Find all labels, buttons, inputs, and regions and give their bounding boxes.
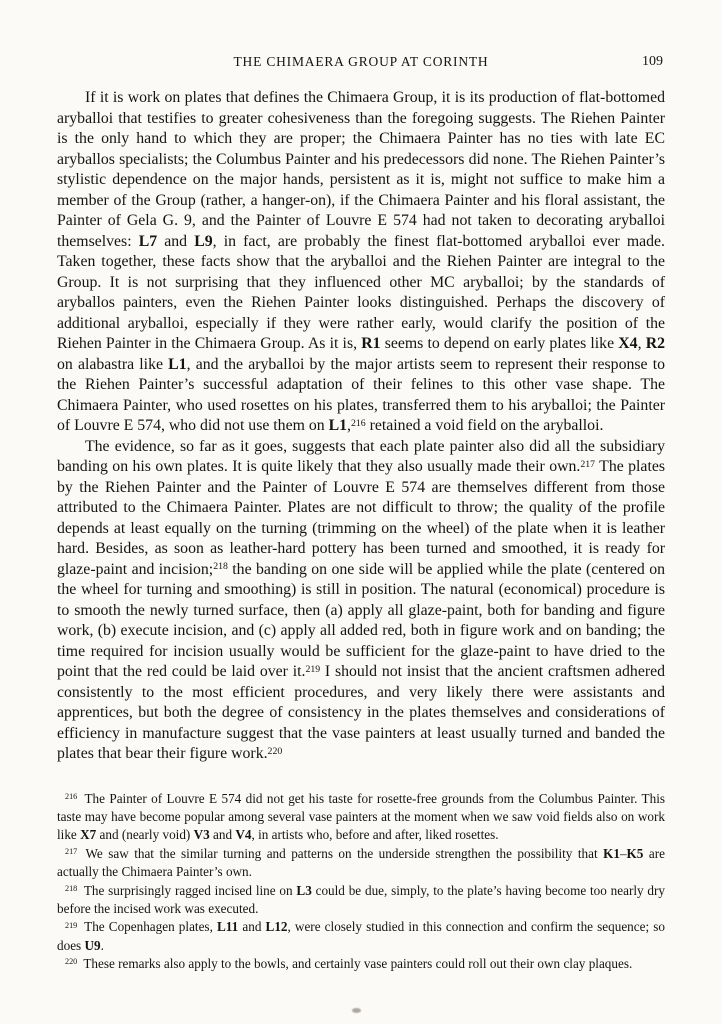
footnote: $^{216}$ The Painter of Louvre E 574 did not get his taste for rosette-free grounds from the Columbus Painter. This taste may have become popular among several vase painters at the moment when we saw void fields also on work like X7 and (nearly void) V3 and V4, in artists who, before and after, liked rosettes. bbox=[57, 790, 665, 843]
catalogue-reference: L11 bbox=[216, 919, 239, 935]
catalogue-reference: X4 bbox=[618, 335, 638, 352]
catalogue-reference: L1 bbox=[168, 355, 187, 373]
footnote-reference: 216 bbox=[350, 417, 366, 429]
catalogue-reference: L3 bbox=[296, 882, 312, 898]
catalogue-reference: V3 bbox=[193, 827, 210, 843]
footnote: $^{217}$ We saw that the similar turning and patterns on the underside strengthen the possibility that K1–K5 are actually the Chimaera Painter’s own. bbox=[57, 845, 665, 880]
catalogue-reference: K5 bbox=[626, 845, 644, 861]
page-title: THE CHIMAERA GROUP AT CORINTH bbox=[233, 54, 489, 69]
catalogue-reference: K1 bbox=[603, 845, 620, 861]
footnote-reference: 219 bbox=[305, 663, 321, 675]
body-paragraph: The evidence, so far as it goes, suggests that each plate painter also did all the subsidiary banding on his own plates. It is quite likely that they also usually made their own.$^{217}$ The plates by the Riehen Painter and the Painter of Louvre E 574 are themselves different from those attributed to the Chimaera Painter. Plates are not difficult to throw; the quality of the profile depends at least equally on the turning (trimming on the wheel) of the plate when it is leather hard. Besides, as soon as leather-hard pottery has been turned and smoothed, it is ready for glaze-paint and incision;$^{218}$ the banding on one side will be applied while the plate (centered on the wheel for turning and smoothing) is still in position. The natural (economical) procedure is to smooth the newly turned surface, then (a) apply all glaze-paint, both for banding and figure work, (b) execute incision, and (c) apply all added red, both in figure work and on banding; the time required for incision usually would be sufficient for the glaze-paint to have dried to the point that the red could be laid over it.$^{219}$ I should not insist that the ancient craftsmen adhered consistently to the most efficient procedures, and very likely there were assistants and apprentices, but both the degree of consistency in the plates themselves and considerations of efficiency in manufacture suggest that the vase painters at least usually turned and banded the plates that bear their figure work.$^{220}$ bbox=[57, 437, 666, 762]
catalogue-reference: X7 bbox=[80, 827, 97, 843]
catalogue-reference: V4 bbox=[235, 827, 252, 843]
catalogue-reference: L12 bbox=[265, 919, 288, 935]
footnote-number: 216 bbox=[65, 791, 78, 801]
footnote-number: 220 bbox=[65, 957, 78, 967]
catalogue-reference: L1 bbox=[328, 417, 348, 434]
footnote: $^{218}$ The surprisingly ragged incised line on L3 could be due, simply, to the plate’s having become too nearly dry before the incised work was executed. bbox=[57, 882, 666, 916]
body-text bbox=[57, 88, 665, 765]
footnote-reference: 218 bbox=[213, 561, 228, 573]
footnote: $^{219}$ The Copenhagen plates, L11 and L12, were closely studied in this connection and confirm the sequence; so does U9. bbox=[57, 919, 665, 953]
footnote-number: 218 bbox=[65, 883, 78, 893]
footnote-reference: 217 bbox=[580, 458, 596, 470]
footnote-number: 217 bbox=[65, 847, 78, 857]
page-number: 109 bbox=[642, 54, 663, 69]
footnote-reference: 220 bbox=[267, 745, 283, 757]
page-header bbox=[57, 54, 665, 76]
catalogue-reference: L7 bbox=[138, 232, 158, 250]
catalogue-reference: R1 bbox=[361, 335, 381, 352]
catalogue-reference: U9 bbox=[84, 937, 101, 953]
footnotes bbox=[57, 790, 665, 974]
catalogue-reference: L9 bbox=[194, 232, 213, 250]
footnote: $^{220}$ These remarks also apply to the bowls, and certainly vase painters could roll out their own clay plaques. bbox=[65, 956, 633, 972]
scan-artifact bbox=[352, 1008, 361, 1013]
catalogue-reference: R2 bbox=[645, 335, 665, 352]
footnote-number: 219 bbox=[65, 920, 78, 930]
body-paragraph: If it is work on plates that defines the Chimaera Group, it is its production of flat-bottomed aryballoi that testifies to greater cohesiveness than the foregoing suggests. The Riehen Painter is the only hand to which they are proper; the Chimaera Painter has no ties with late EC aryballos specialists; the Columbus Painter and his predecessors did none. The Riehen Painter’s stylistic dependence on the major hands, persistent as it is, might not suffice to make him a member of the Group (rather, a hanger-on), if the Chimaera Painter and his floral assistant, the Painter of Gela G. 9, and the Painter of Louvre E 574 had not taken to decorating aryballoi themselves: L7 and L9, in fact, are probably the finest flat-bottomed aryballoi ever made. Taken together, these facts show that the aryballoi and the Riehen Painter are integral to the Group. It is not surprising that they influenced other MC aryballoi; by the standards of aryballos painters, even the Riehen Painter looks distinguished. Perhaps the discovery of additional aryballoi, especially if they were rather early, would clarify the position of the Riehen Painter in the Chimaera Group. As it is, R1 seems to depend on early plates like X4, R2 on alabastra like L1, and the aryballoi by the major artists seem to represent their response to the Riehen Painter’s successful adaptation of their felines to this other vase shape. The Chimaera Painter, who used rosettes on his plates, transferred them to his aryballoi; the Painter of Louvre E 574, who did not use them on L1,$^{216}$ retained a void field on the aryballoi. bbox=[57, 89, 665, 434]
